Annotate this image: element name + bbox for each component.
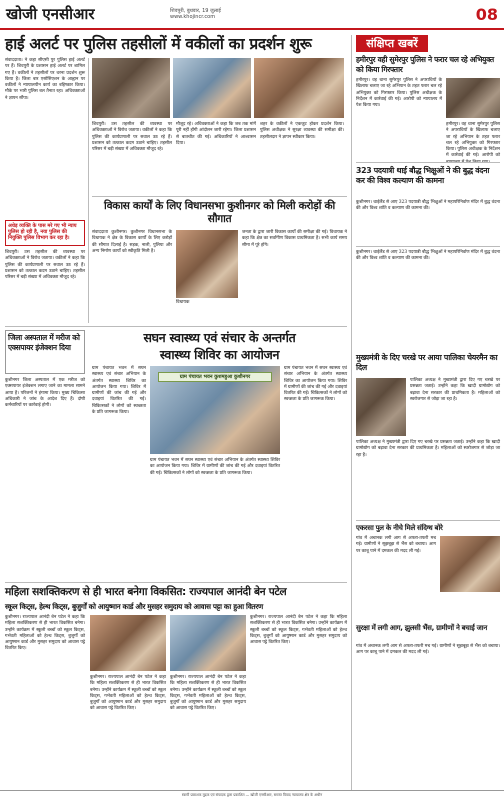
masthead-url: www.khojincr.com	[170, 14, 216, 20]
sidebar-headline: हमीरपुर वही सुमेरपुर पुलिस ने फरार चल रहे अभियुक्त को किया गिरफ्तार	[356, 55, 494, 74]
bottom-text-4: कुशीनगर। राज्यपाल आनंदी बेन पटेल ने कहा कि महिला सशक्तिकरण से ही भारत विकसित बनेगा। उन्होंने कार्यक्रम में स्कूली बच्चों को स्कूल किट्स, गर्भवती महिलाओं को हेल्थ किट्स, बुजुर्गों को आयुष्मान कार्ड और मुसहर समुदाय को आवास पट्टे वितरित किए।	[250, 615, 347, 646]
sidebar-headline-2: 323 पदयात्री थाई बौद्ध भिक्षुओं ने की बुद्ध वंदना कर की विश्व कल्याण की कामना	[356, 166, 490, 185]
brand-name: खोजी एनसीआर	[6, 5, 95, 23]
right-headline-3: सुरक्षा में लगी आग, झुलसी भैंस, ग्रामीणों ने बचाई जान	[356, 624, 487, 632]
bottom-photo-1	[90, 615, 166, 671]
section-divider	[92, 196, 347, 197]
health-photo-banner: ग्राम पंचायत भवन कुशमहुआ कुशीनगर	[158, 372, 272, 382]
health-headline-1: सघन स्वास्थ्य एवं संचार के अन्तर्गत	[143, 330, 296, 345]
sidebar-kicker: संक्षिप्त खबरें	[356, 35, 428, 52]
section-divider	[5, 326, 347, 327]
health-text-left: ग्राम पंचायत भवन में सघन स्वास्थ्य एवं संचार अभियान के अंतर्गत स्वास्थ्य शिविर का आयोजन किया गया। शिविर में ग्रामीणों की जांच की गई और दवाइयां वितरित की गईं। चिकित्सकों ने लोगों को स्वच्छता के प्रति जागरूक किया।	[92, 366, 146, 416]
column-divider	[351, 35, 352, 790]
sidebar-photo	[446, 78, 500, 118]
health-text-right: ग्राम पंचायत भवन में सघन स्वास्थ्य एवं संचार अभियान के अंतर्गत स्वास्थ्य शिविर का आयोजन किया गया। शिविर में ग्रामीणों की जांच की गई और दवाइयां वितरित की गईं। चिकित्सकों ने लोगों को स्वच्छता के प्रति जागरूक किया।	[284, 366, 347, 403]
lead-col-4: शहर के वकीलों ने एकजुट होकर प्रदर्शन किया। पुलिस अधीक्षक ने सुरक्षा व्यवस्था की समीक्षा की। तहसीलदार ने ज्ञापन स्वीकार किया।	[260, 122, 344, 140]
lead-col-1b: शिवपुरी। उस तहसील की व्यवस्था पर अधिवक्ताओं ने विरोध जताया। वकीलों ने कहा कि पुलिस की कार्यप्रणाली पर सवाल उठ रहे हैं। प्रशासन को तत्काल कदम उठाने चाहिए। तहसील परिसर में बड़ी संख्या में अधिवक्ता मौजूद रहे।	[5, 250, 85, 281]
lead-photo-left	[92, 58, 170, 118]
right-headline: मुख्यमंत्री के दिए चरखे पर आया पालिका चेयरमैन का दिल	[356, 353, 498, 372]
bottom-photo-2	[170, 615, 246, 671]
mid-photo	[176, 230, 238, 298]
health-headline-2: स्वास्थ्य शिविर का आयोजन	[159, 347, 280, 362]
health-photo	[150, 366, 280, 454]
left-headline: जिला अस्पताल में मरीज को एक्सपायर इंजेक्शन दिया	[8, 333, 80, 352]
lead-photo-mid	[173, 58, 251, 118]
right-text-4: गांव में अचानक लगी आग से अफरा-तफरी मच गई। ग्रामीणों ने सूझबूझ से भैंस को बचाया। आग पर काबू पाने में दमकल की मदद ली गई।	[356, 536, 436, 554]
section-divider	[356, 162, 500, 163]
footer-imprint: स्वामी प्रकाशक मुद्रक एवं संपादक द्वारा प्रकाशित — खोजी एनसीआर, समस्त विवाद न्यायालय क्षेत्र के अधीन	[0, 790, 504, 800]
mid-photo-caption: विधायक	[176, 300, 190, 305]
mid-text-right: जनता के द्वारा जारी विकास कार्यों की समीक्षा की गई। विधायक ने कहा कि क्षेत्र का सर्वांगीण विकास प्राथमिकता है। सभी कार्य समय सीमा में पूरे होंगे।	[242, 230, 347, 248]
lead-subhead: अधेड़ व्यक्ति के पास मरे गए भी न्याय पुलिस हो रही है, नया पुलिस की नियुक्ति पुलिस विभाग कर रहा है।	[8, 223, 77, 241]
right-text-5: गांव में अचानक लगी आग से अफरा-तफरी मच गई। ग्रामीणों ने सूझबूझ से भैंस को बचाया। आग पर काबू पाने में दमकल की मदद ली गई।	[356, 644, 500, 656]
lead-col-2: शिवपुरी। उस तहसील की व्यवस्था पर अधिवक्ताओं ने विरोध जताया। वकीलों ने कहा कि पुलिस की कार्यप्रणाली पर सवाल उठ रहे हैं। प्रशासन को तत्काल कदम उठाने चाहिए। तहसील परिसर में बड़ी संख्या में अधिवक्ता मौजूद रहे।	[92, 122, 172, 153]
bottom-text-1: कुशीनगर। राज्यपाल आनंदी बेन पटेल ने कहा कि महिला सशक्तिकरण से ही भारत विकसित बनेगा। उन्होंने कार्यक्रम में स्कूली बच्चों को स्कूल किट्स, गर्भवती महिलाओं को हेल्थ किट्स, बुजुर्गों को आयुष्मान कार्ड और मुसहर समुदाय को आवास पट्टे वितरित किए।	[5, 615, 85, 652]
right-headline-2: एकरसा पुल के नीचे मिले संदिग्ध बोरे	[356, 524, 443, 532]
right-photo-2	[440, 536, 500, 592]
masthead-date: शिवपुरी, बुधवार, 19 जुलाई	[170, 8, 221, 14]
mid-text-left: संवाददाता कुशीनगर। कुशीनगर विधानसभा के विधायक ने क्षेत्र के विकास कार्यों के लिए करोड़ों की सौगात दिलाई है। सड़क, नाली, पुलिया और अन्य निर्माण कार्यों को स्वीकृति मिली है।	[92, 230, 172, 254]
section-divider	[5, 582, 347, 583]
bottom-subhead: स्कूल किट्स, हेल्थ किट्स, बुजुर्गों को आयुष्मान कार्ड और मुसहर समुदाय को आवास पट्टा का हुआ वितरण	[5, 602, 263, 611]
right-text-2: पालिका अध्यक्ष ने मुख्यमंत्री द्वारा दिए गए चरखे पर प्रसन्नता जताई। उन्होंने कहा कि खादी ग्रामोद्योग को बढ़ावा देना सरकार की प्राथमिकता है। महिलाओं को स्वरोजगार से जोड़ा जा रहा है।	[410, 378, 500, 402]
section-divider	[356, 520, 500, 521]
lead-col-3: मौजूद रहे। अधिवक्ताओं ने कहा कि जब तक मांगें पूरी नहीं होंगी आंदोलन जारी रहेगा। जिला प्रशासन से बातचीत की गई। अधिकारियों ने आश्वासन दिया।	[176, 122, 256, 146]
column-divider	[88, 58, 89, 323]
right-text-3: पालिका अध्यक्ष ने मुख्यमंत्री द्वारा दिए गए चरखे पर प्रसन्नता जताई। उन्होंने कहा कि खादी ग्रामोद्योग को बढ़ावा देना सरकार की प्राथमिकता है। महिलाओं को स्वरोजगार से जोड़ा जा रहा है।	[356, 440, 500, 458]
sidebar-text: हमीरपुर। वह थाना सुमेरपुर पुलिस ने अपराधियों के खिलाफ चलाए जा रहे अभियान के तहत फरार चल रहे अभियुक्त को गिरफ्तार किया। पुलिस अधीक्षक के निर्देशन में कार्रवाई की गई। आरोपी को न्यायालय में पेश किया गया।	[356, 78, 442, 109]
masthead-meta	[120, 8, 464, 20]
lead-headline: हाई अलर्ट पर पुलिस तहसीलों में वकीलों का प्रदर्शन शुरू	[5, 35, 312, 53]
mid-headline: विकास कार्यों के लिए विधानसभा कुशीनगर को मिली करोड़ों की सौगात	[104, 200, 335, 225]
section-divider	[356, 246, 500, 247]
page-number: 08	[475, 4, 498, 24]
lead-subhead-box	[5, 220, 85, 246]
bottom-headline: महिला सशक्तिकरण से ही भारत बनेगा विकसित: राज्यपाल आनंदी बेन पटेल	[5, 586, 287, 598]
lead-col-1: संवाददाता। ने कहा सीएसी पुर पुलिस हाई अलर्ट पर हैं। शिवपुरी के प्रशासन हाई अलर्ट पर शामिल गए हैं। वकीलों ने तहसीलों पर धरना प्रदर्शन शुरू किया है। जिला बार एसोसिएशन के आह्वान पर वकीलों ने न्यायालयीन कार्य का बहिष्कार किया। मौके पर भारी पुलिस बल तैनात रहा। अधिवक्ताओं ने ज्ञापन सौंपा।	[5, 58, 85, 101]
right-text-1: कुशीनगर। थाईलैंड से आए 323 पदयात्री बौद्ध भिक्षुओं ने महापरिनिर्वाण मंदिर में बुद्ध वंदना की और विश्व शांति व कल्याण की कामना की।	[356, 250, 500, 262]
left-headline-box	[5, 330, 85, 374]
masthead	[0, 0, 504, 30]
sidebar-text-cont: हमीरपुर। वह थाना सुमेरपुर पुलिस ने अपराधियों के खिलाफ चलाए जा रहे अभियान के तहत फरार चल रहे अभियुक्त को गिरफ्तार किया। पुलिस अधीक्षक के निर्देशन में कार्रवाई की गई। आरोपी को	[446, 122, 500, 159]
left-story-text: कुशीनगर जिला अस्पताल में एक मरीज को एक्सपायर इंजेक्शन लगाए जाने का मामला सामने आया है। परिजनों ने हंगामा किया। मुख्य चिकित्सा अधिकारी ने जांच के आदेश दिए हैं। दोषी कर्मचारियों पर कार्रवाई होगी।	[5, 378, 85, 409]
sidebar-text-2: कुशीनगर। थाईलैंड से आए 323 पदयात्री बौद्ध भिक्षुओं ने महापरिनिर्वाण मंदिर में बुद्ध वंदना की और विश्व शांति व कल्याण की कामना की।	[356, 200, 500, 212]
bottom-text-2: कुशीनगर। राज्यपाल आनंदी बेन पटेल ने कहा कि महिला सशक्तिकरण से ही भारत विकसित बनेगा। उन्होंने कार्यक्रम में स्कूली बच्चों को स्कूल किट्स, गर्भवती महिलाओं को हेल्थ किट्स, बुजुर्गों को आयुष्मान कार्ड और मुसहर समुदाय को आवास पट्टे वितरित किए।	[90, 675, 166, 712]
bottom-text-3: कुशीनगर। राज्यपाल आनंदी बेन पटेल ने कहा कि महिला सशक्तिकरण से ही भारत विकसित बनेगा। उन्होंने कार्यक्रम में स्कूली बच्चों को स्कूल किट्स, गर्भवती महिलाओं को हेल्थ किट्स, बुजुर्गों को आयुष्मान कार्ड और मुसहर समुदाय को आवास पट्टे वितरित किए।	[170, 675, 246, 712]
right-photo	[356, 378, 406, 436]
lead-photo-right	[254, 58, 344, 118]
health-text-mid: ग्राम पंचायत भवन में सघन स्वास्थ्य एवं संचार अभियान के अंतर्गत स्वास्थ्य शिविर का आयोजन किया गया। शिविर में ग्रामीणों की जांच की गई और दवाइयां वितरित की गईं। चिकित्सकों ने लोगों को स्वच्छता के प्रति जागरूक किया।	[150, 458, 280, 476]
